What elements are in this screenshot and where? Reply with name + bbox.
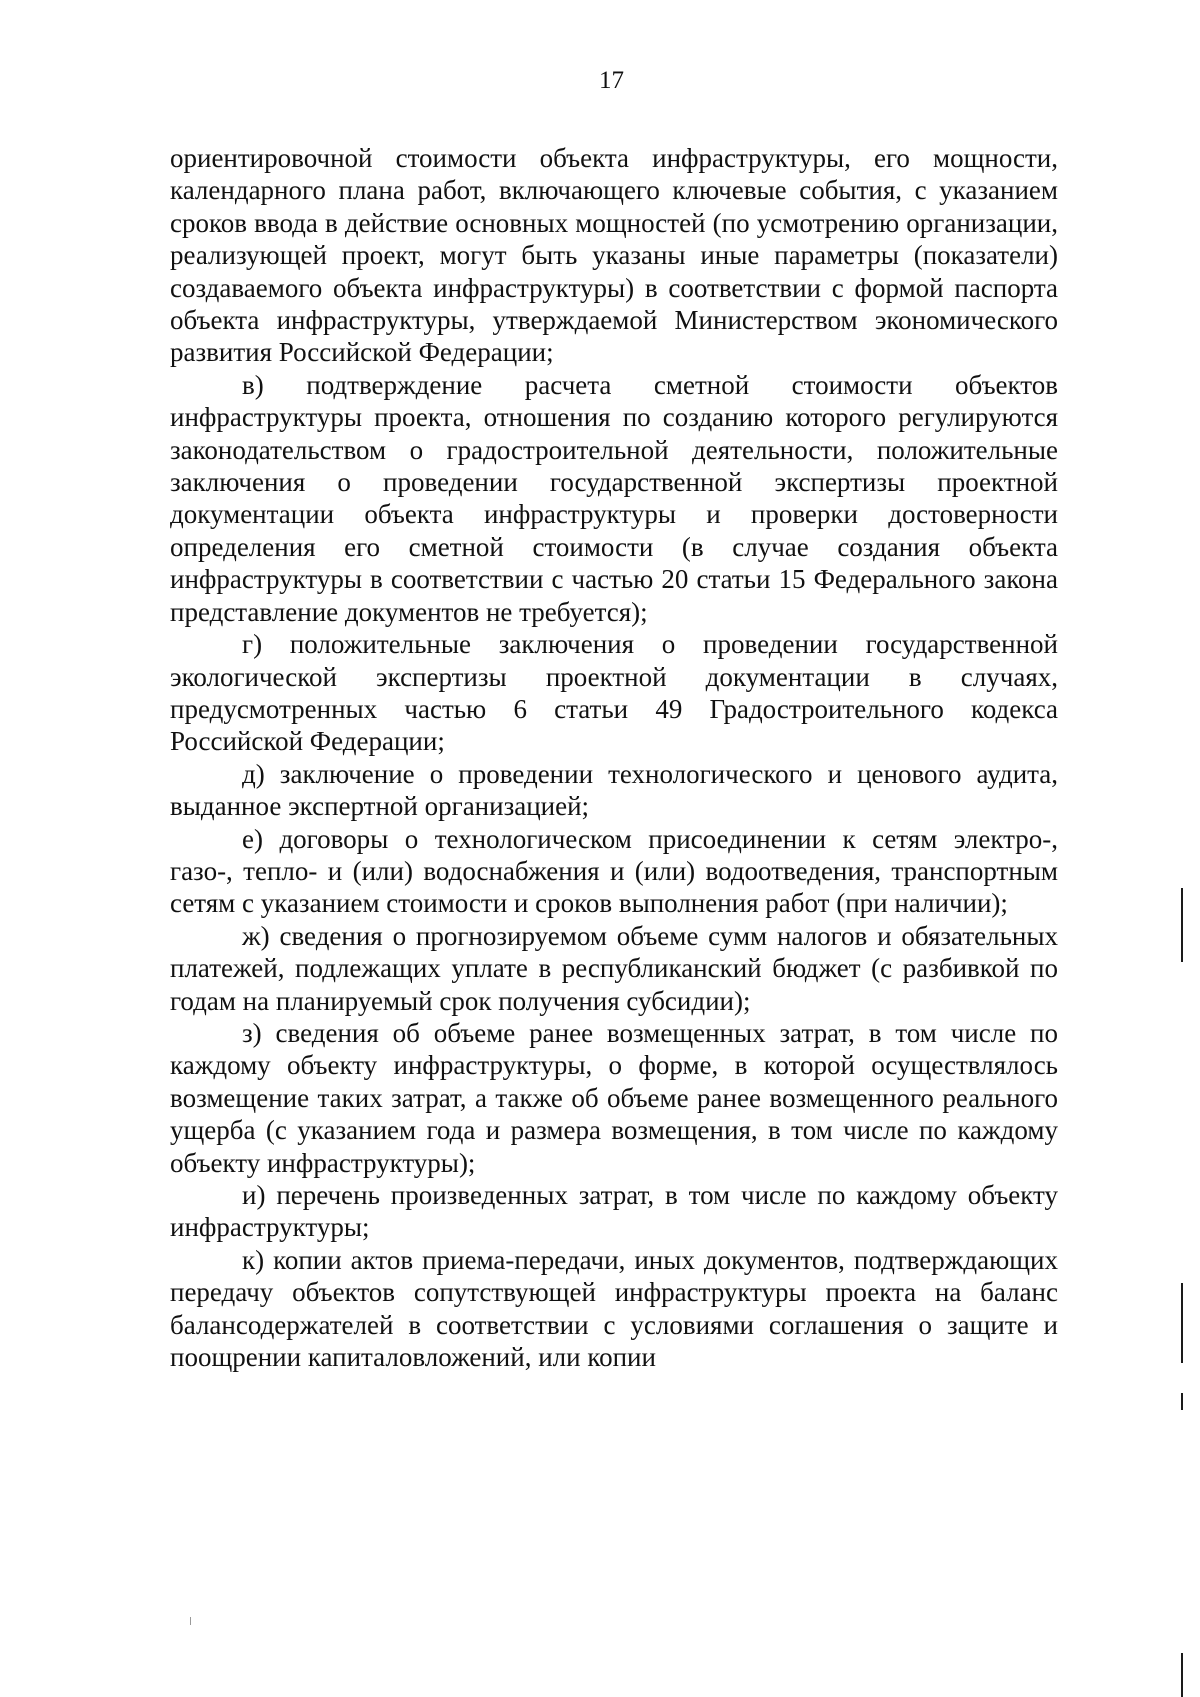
paragraph-item-e: е) договоры о технологическом присоединении к сетям электро-, газо-, тепло- и (или) водоснабжения и (или) водоотведения, транспортным сетям с указанием стоимости и сроков выполнения работ (при наличии); [170, 823, 1058, 919]
scan-edge-mark [1181, 888, 1183, 962]
paragraph-item-z: з) сведения об объеме ранее возмещенных затрат, в том числе по каждому объекту инфраструктуры, о форме, в которой осуществлялось возмещение таких затрат, а также об объеме ранее возмещенного реального ущерба (с указанием года и размера возмещения, в том числе по каждому объекту инфраструктуры); [170, 1017, 1058, 1178]
page-number: 17 [599, 67, 624, 94]
scan-edge-mark [1181, 1283, 1183, 1363]
paragraph-item-d: д) заключение о проведении технологического и ценового аудита, выданное экспертной организацией; [170, 758, 1058, 822]
paragraph-item-zh: ж) сведения о прогнозируемом объеме сумм налогов и обязательных платежей, подлежащих уплате в республиканский бюджет (с разбивкой по годам на планируемый срок получения субсидии); [170, 920, 1058, 1016]
paragraph-item-i: и) перечень произведенных затрат, в том числе по каждому объекту инфраструктуры; [170, 1180, 1058, 1243]
scan-dust-mark [190, 1617, 191, 1625]
paragraph-item-g: г) положительные заключения о проведении государственной экологической экспертизы проектной документации в случаях, предусмотренных частью 6 статьи 49 Градостроительного кодекса Российской Федерации; [170, 629, 1058, 757]
scan-edge-mark [1181, 1653, 1183, 1697]
scan-edge-mark [1181, 1393, 1183, 1410]
paragraph-continuation: ориентировочной стоимости объекта инфраструктуры, его мощности, календарного плана работ, включающего ключевые события, с указанием сроков ввода в действие основных мощностей (по усмотрению организации, реализующей проект, могут быть указаны иные параметры (показатели) создаваемого объекта инфраструктуры) в соответствии с формой паспорта объекта инфраструктуры, утверждаемой Министерством экономического развития Российской Федерации; [170, 143, 1058, 368]
paragraph-item-k: к) копии актов приема-передачи, иных документов, подтверждающих передачу объектов сопутствующей инфраструктуры проекта на баланс балансодержателей в соответствии с условиями соглашения о защите и поощрении капиталовложений, или копии [170, 1244, 1058, 1373]
document-body [170, 142, 1058, 1373]
paragraph-item-v: в) подтверждение расчета сметной стоимости объектов инфраструктуры проекта, отношения по созданию которого регулируются законодательством о градостроительной деятельности, положительные заключения о проведении государственной экспертизы проектной документации объекта инфраструктуры и проверки достоверности определения его сметной стоимости (в случае создания объекта инфраструктуры в соответствии с частью 20 статьи 15 Федерального закона представление документов не требуется); [170, 369, 1058, 627]
